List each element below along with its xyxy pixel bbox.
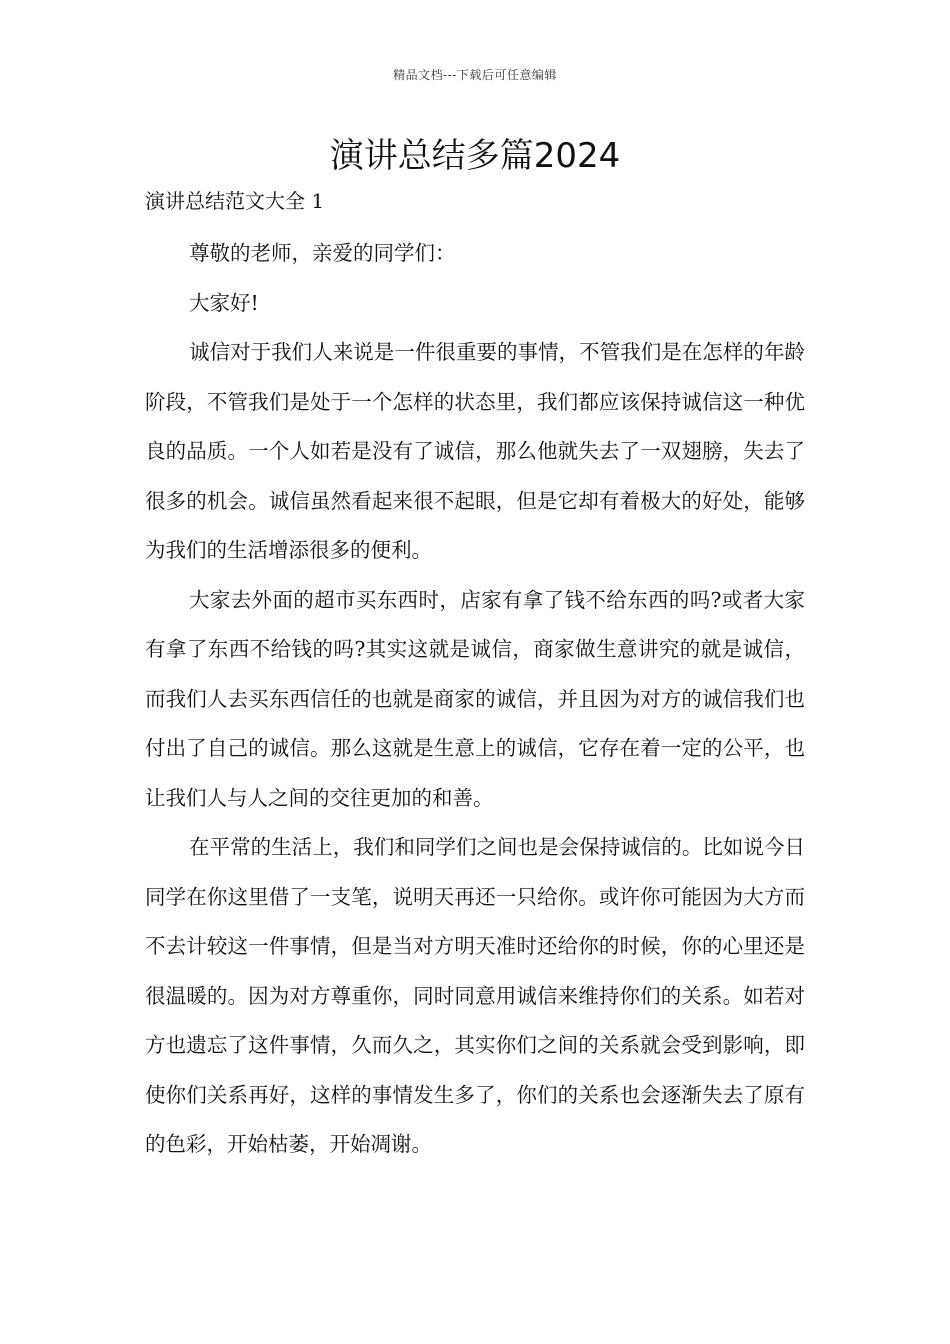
header-note: 精品文档---下载后可任意编辑 [393,68,557,82]
paragraph-body: 大家去外面的超市买东西时，店家有拿了钱不给东西的吗?或者大家有拿了东西不给钱的吗?其实这就是诚信，商家做生意讲究的就是诚信，而我们人去买东西信任的也就是商家的诚信，并且因为对方的诚信我们也付出了自己的诚信。那么这就是生意上的诚信，它存在着一定的公平，也让我们人与人之间的交往更加的和善。 [145,587,805,810]
paragraph-salutation: 尊敬的老师，亲爱的同学们： [189,241,456,265]
paragraph-body: 诚信对于我们人来说是一件很重要的事情，不管我们是在怎样的年龄阶段，不管我们是处于一个怎样的状态里，我们都应该保持诚信这一种优良的品质。一个人如若是没有了诚信，那么他就失去了一双翅膀，失去了很多的机会。诚信虽然看起来很不起眼，但是它却有着极大的好处，能够为我们的生活增添很多的便利。 [145,340,805,562]
document-title: 演讲总结多篇2024 [329,136,621,176]
document-body [145,184,805,1170]
section-subtitle: 演讲总结范文大全 1 [145,189,325,213]
paragraph-body: 在平常的生活上，我们和同学们之间也是会保持诚信的。比如说今日同学在你这里借了一支笔，说明天再还一只给你。或许你可能因为大方而不去计较这一件事情，但是当对方明天准时还给你的时候，你的心里还是很温暖的。因为对方尊重你，同时同意用诚信来维持你们的关系。如若对方也遗忘了这件事情，久而久之，其实你们之间的关系就会受到影响，即使你们关系再好，这样的事情发生多了，你们的关系也会逐渐失去了原有的色彩，开始枯萎，开始凋谢。 [145,835,805,1156]
paragraph-greeting: 大家好! [189,290,259,315]
